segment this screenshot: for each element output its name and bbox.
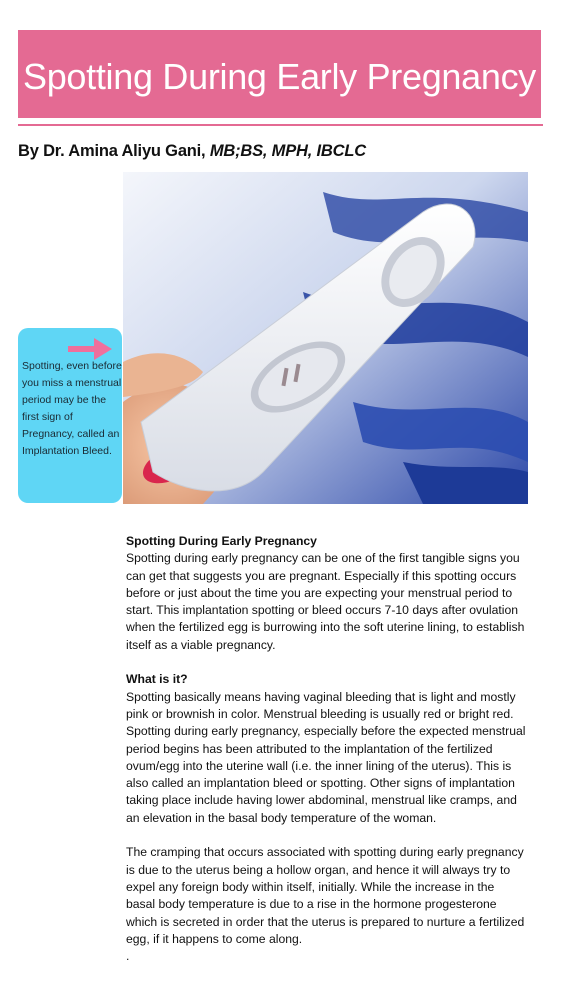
section-heading-what-is-it: What is it?	[126, 672, 188, 687]
implantation-callout	[18, 328, 122, 503]
title-banner	[18, 30, 541, 118]
author-byline	[18, 142, 366, 161]
section-heading-spotting: Spotting During Early Pregnancy	[126, 534, 317, 548]
author-credentials: MB;BS, MPH, IBCLC	[209, 142, 366, 160]
pregnancy-test-illustration	[123, 172, 528, 504]
title-divider	[18, 124, 543, 126]
callout-text: Spotting, even before you miss a menstrual period may be the first sign of Pregnancy, called an Implantation Bleed.	[22, 360, 122, 457]
section-paragraph-cramping: The cramping that occurs associated with spotting during early pregnancy is due to the uterus being a hollow organ, and hence it will always try to expel any foreign body within itself, initially. While the increase in the basal body temperature is due to a rise in the hormone progesterone which is secreted in order that the uterus is prepared to nurture a fertilized egg, if it happens to come along.	[126, 845, 525, 946]
page-title: Spotting During Early Pregnancy	[23, 56, 536, 97]
pregnancy-test-photo	[123, 172, 528, 504]
author-name: By Dr. Amina Aliyu Gani,	[18, 142, 210, 160]
section-paragraph-intro: Spotting during early pregnancy can be one of the first tangible signs you can get that suggests you are pregnant. Especially if this spotting occurs before or just about the time you are expecting your menstrual period to start. This implantation spotting or bleed occurs 7-10 days after ovulation when the fertilized egg is burrowing into the soft uterine lining, to establish itself as a viable pregnancy.	[126, 551, 525, 652]
trailing-dot: .	[126, 949, 130, 964]
section-paragraph-definition: Spotting basically means having vaginal bleeding that is light and mostly pink or brownish in color. Menstrual bleeding is usually red or bright red. Spotting during early pregnancy, especially before the expected menstrual period begins has been attributed to the implantation of the fertilized ovum/egg into the uterine wall (i.e. the inner lining of the uterus). This is also called an implantation bleed or spotting. Other signs of implantation taking place include having lower abdominal, menstrual like cramps, and an elevation in the basal body temperature of the woman.	[126, 689, 526, 825]
article-body	[126, 533, 526, 965]
